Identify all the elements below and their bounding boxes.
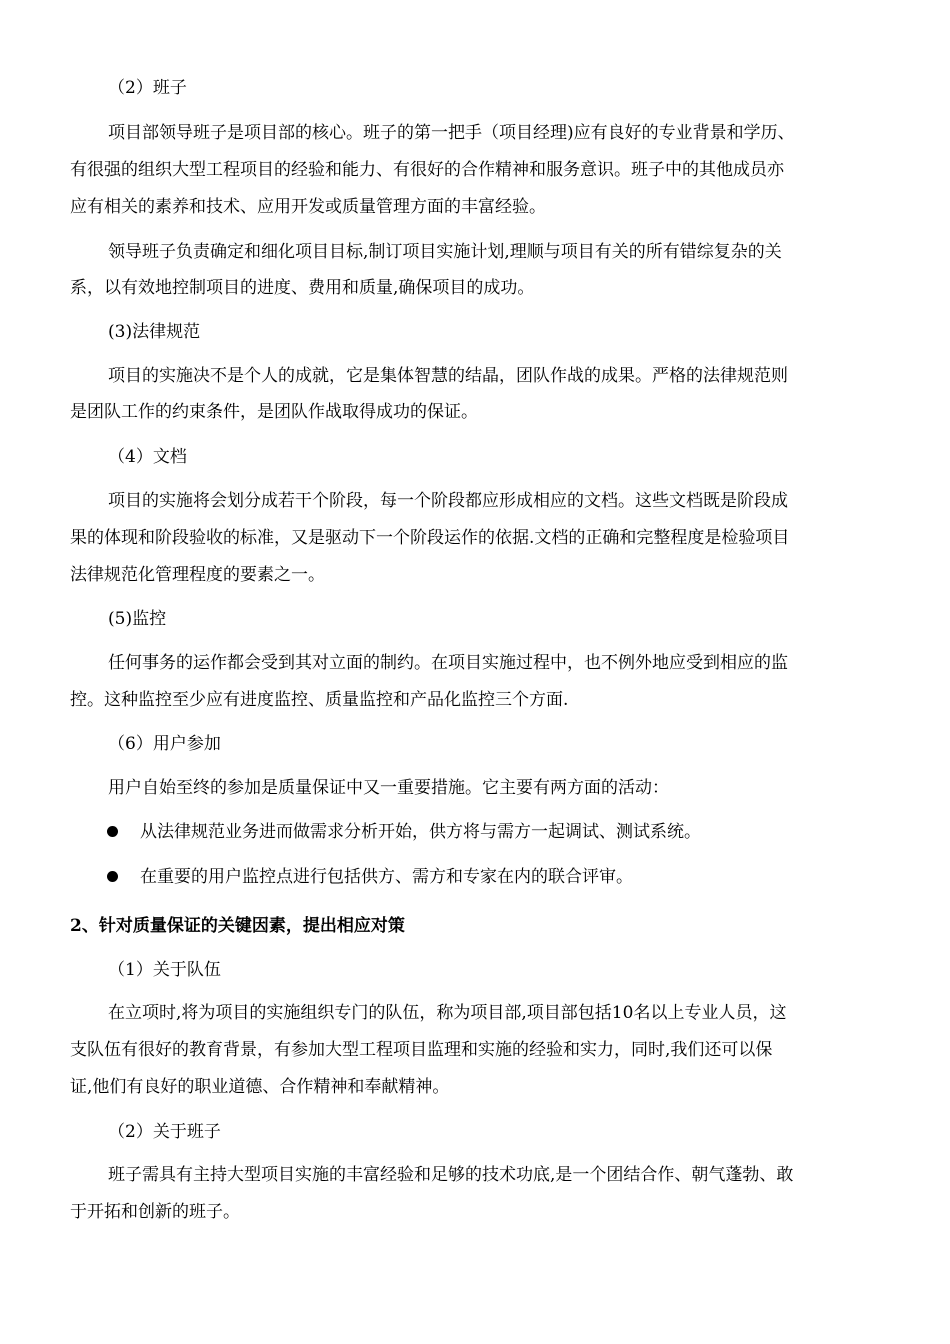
paragraph-line: 控。这种监控至少应有进度监控、质量监控和产品化监控三个方面.: [70, 690, 569, 710]
paragraph-line: 证,他们有良好的职业道德、合作精神和奉献精神。: [70, 1077, 450, 1097]
section-title-user: （6）用户参加: [108, 734, 221, 754]
paragraph-line: 果的体现和阶段验收的标准，又是驱动下一个阶段运作的依据.文档的正确和完整程度是检验项目: [70, 528, 790, 548]
paragraph-line: 项目部领导班子是项目部的核心。班子的第一把手（项目经理)应有良好的专业背景和学历、: [108, 123, 795, 143]
paragraph-line: 支队伍有很好的教育背景，有参加大型工程项目监理和实施的经验和实力，同时,我们还可以保: [70, 1040, 773, 1060]
paragraph-line: 项目的实施将会划分成若干个阶段，每一个阶段都应形成相应的文档。这些文档既是阶段成: [108, 491, 788, 511]
paragraph-line: 系，以有效地控制项目的进度、费用和质量,确保项目的成功。: [70, 278, 535, 298]
section-title-team: （2）班子: [108, 78, 187, 98]
paragraph-line: 用户自始至终的参加是质量保证中又一重要措施。它主要有两方面的活动：: [108, 778, 669, 798]
bullet-item: 从法律规范业务进而做需求分析开始，供方将与需方一起调试、测试系统。: [140, 822, 701, 842]
section-title-team-force: （1）关于队伍: [108, 960, 221, 980]
section-title-leadership: （2）关于班子: [108, 1122, 221, 1142]
paragraph-line: 在立项时,将为项目的实施组织专门的队伍，称为项目部,项目部包括10名以上专业人员，这: [108, 1003, 787, 1023]
paragraph-line: 应有相关的素养和技术、应用开发或质量管理方面的丰富经验。: [70, 197, 546, 217]
part-heading: 2、针对质量保证的关键因素，提出相应对策: [70, 916, 405, 936]
bullet-icon: [107, 826, 118, 837]
paragraph-line: 领导班子负责确定和细化项目目标,制订项目实施计划,理顺与项目有关的所有错综复杂的关: [108, 242, 782, 262]
paragraph-line: 任何事务的运作都会受到其对立面的制约。在项目实施过程中，也不例外地应受到相应的监: [108, 653, 788, 673]
section-title-monitoring: (5)监控: [108, 609, 167, 629]
paragraph-line: 项目的实施决不是个人的成就，它是集体智慧的结晶，团队作战的成果。严格的法律规范则: [108, 366, 788, 386]
paragraph-line: 于开拓和创新的班子。: [70, 1202, 240, 1222]
section-title-docs: （4）文档: [108, 447, 187, 467]
bullet-item: 在重要的用户监控点进行包括供方、需方和专家在内的联合评审。: [140, 867, 633, 887]
paragraph-line: 班子需具有主持大型项目实施的丰富经验和足够的技术功底,是一个团结合作、朝气蓬勃、敢: [108, 1165, 794, 1185]
section-title-legal: (3)法律规范: [108, 322, 201, 342]
paragraph-line: 是团队工作的约束条件，是团队作战取得成功的保证。: [70, 402, 478, 422]
bullet-icon: [107, 871, 118, 882]
paragraph-line: 有很强的组织大型工程项目的经验和能力、有很好的合作精神和服务意识。班子中的其他成员亦: [70, 160, 784, 180]
paragraph-line: 法律规范化管理程度的要素之一。: [70, 565, 325, 585]
